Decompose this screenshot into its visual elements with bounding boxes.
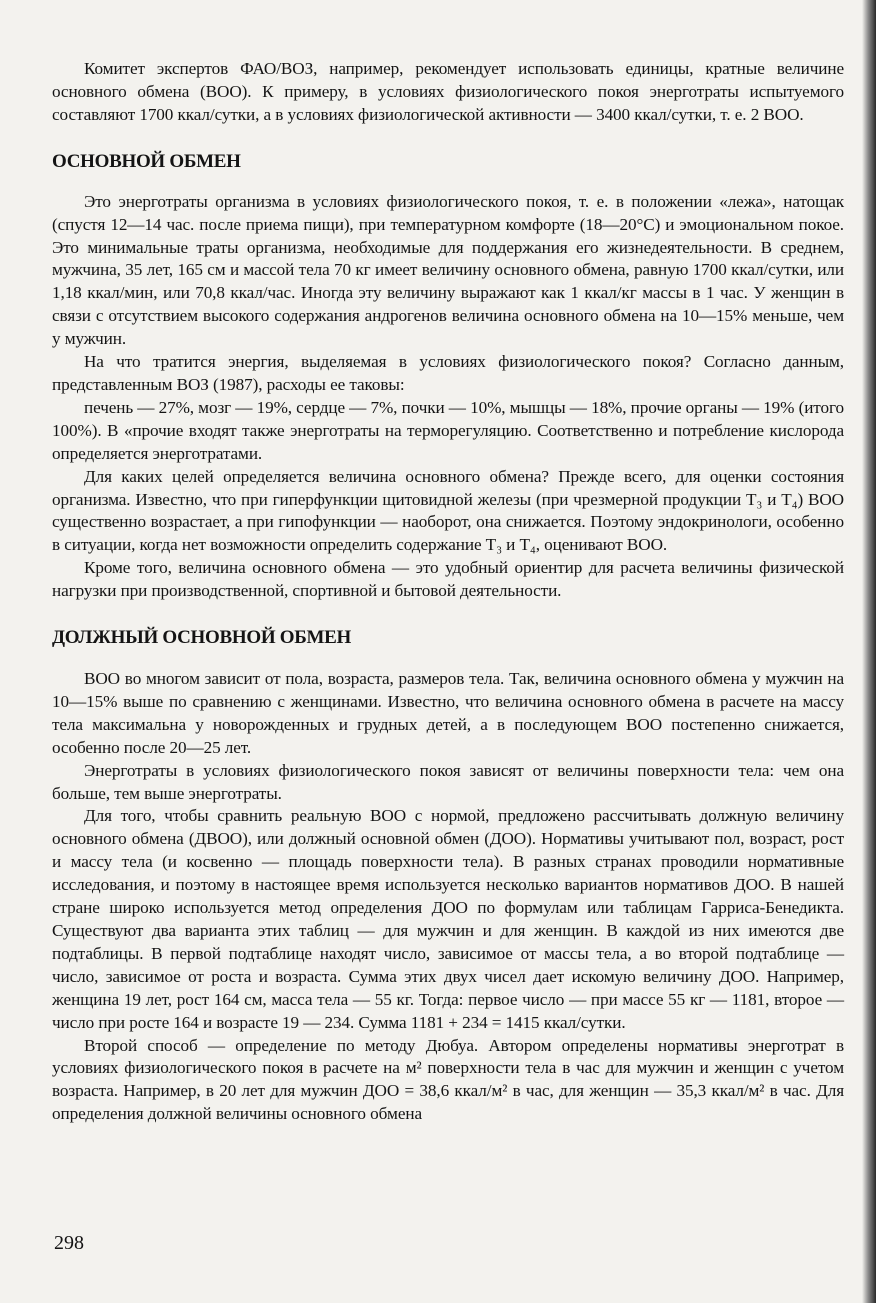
paragraph: печень — 27%, мозг — 19%, сердце — 7%, почки — 10%, мышцы — 18%, прочие органы — 19% (итого 100%). В «прочие входят также энерготраты на терморегуляцию. Соответственно и потребление кислорода определяется энерготратами. — [52, 397, 844, 463]
paragraph: Для того, чтобы сравнить реальную ВОО с нормой, предложено рассчитывать должную величину основного обмена (ДВОО), или должный основной обмен (ДОО). Нормативы учитывают пол, возраст, рост и массу тела (и косвенно — площадь поверхности тела). В разных странах проводили нормативные исследования, и поэтому в настоящее время используется несколько вариантов нормативов ДОО. В нашей стране широко используется метод определения ДОО по формулам или таблицам Гарриса-Бенедикта. Существуют два варианта этих таблиц — для мужчин и для женщин. В каждой из них имеются две подтаблицы. В первой подтаблице находят число, зависимое от массы тела, а во второй подтаблице — число, зависимое от роста и возраста. Сумма этих двух чисел дает искомую величину ДОО. Например, женщина 19 лет, рост 164 см, масса тела — 55 кг. Тогда: первое число — при массе 55 кг — 1181, второе — число при росте 164 и возрасте 19 — 234. Сумма 1181 + 234 = 1415 ккал/сутки. — [52, 806, 844, 1032]
section-heading-basal-metabolism: ОСНОВНОЙ ОБМЕН — [52, 150, 241, 172]
page-number: 298 — [54, 1232, 84, 1254]
paragraph: Это энерготраты организма в условиях физиологического покоя, т. е. в положении «лежа», натощак (спустя 12—14 час. после приема пищи), при температурном комфорте (18—20°С) и эмоциональном покое. Это минимальные траты организма, необходимые для поддержания его жизнедеятельности. В среднем, мужчина, 35 лет, 165 см и массой тела 70 кг имеет величину основного обмена, равную 1700 ккал/сутки, или 1,18 ккал/мин, или 70,8 ккал/час. Иногда эту величину выражают как 1 ккал/кг массы в 1 час. У женщин в связи с отсутствием высокого содержания андрогенов величина основного обмена на 10—15% меньше, чем у мужчин. — [52, 191, 844, 349]
page-edge-shadow — [862, 0, 876, 1303]
paragraph: Второй способ — определение по методу Дюбуа. Автором определены нормативы энерготрат в условиях физиологического покоя в расчете на м² поверхности тела в час для мужчин и женщин с учетом возраста. Например, в 20 лет для мужчин ДОО = 38,6 ккал/м² в час, для женщин — 35,3 ккал/м² в час. Для определения должной величины основного обмена — [52, 1035, 844, 1124]
page-body — [52, 58, 844, 1126]
paragraph: Для каких целей определяется величина основного обмена? Прежде всего, для оценки состояния организма. Известно, что при гиперфункции щитовидной железы (при чрезмерной продукции Т₃ и Т₄) ВОО существенно возрастает, а при гипофункции — наоборот, она снижается. Поэтому эндокринологи, особенно в ситуации, когда нет возможности определить содержание Т₃ и Т₄, оценивают ВОО. — [52, 466, 844, 555]
section-heading-due-basal-metabolism: ДОЛЖНЫЙ ОСНОВНОЙ ОБМЕН — [52, 627, 351, 649]
paragraph: Кроме того, величина основного обмена — это удобный ориентир для расчета величины физической нагрузки при производственной, спортивной и бытовой деятельности. — [52, 558, 844, 601]
paragraph: На что тратится энергия, выделяемая в условиях физиологического покоя? Согласно данным, представленным ВОЗ (1987), расходы ее таковы: — [52, 352, 844, 394]
intro-paragraph: Комитет экспертов ФАО/ВОЗ, например, рекомендует использовать единицы, кратные величине основного обмена (ВОО). К примеру, в условиях физиологического покоя энерготраты испытуемого составляют 1700 ккал/сутки, а в условиях физиологической активности — 3400 ккал/сутки, т. е. 2 ВОО. — [52, 59, 844, 124]
paragraph: ВОО во многом зависит от пола, возраста, размеров тела. Так, величина основного обмена у мужчин на 10—15% выше по сравнению с женщинами. Известно, что величина основного обмена в расчете на массу тела максимальна у новорожденных и грудных детей, а в последующем ВОО постепенно снижается, особенно после 20—25 лет. — [52, 669, 844, 757]
paragraph: Энерготраты в условиях физиологического покоя зависят от величины поверхности тела: чем она больше, тем выше энерготраты. — [52, 760, 844, 803]
